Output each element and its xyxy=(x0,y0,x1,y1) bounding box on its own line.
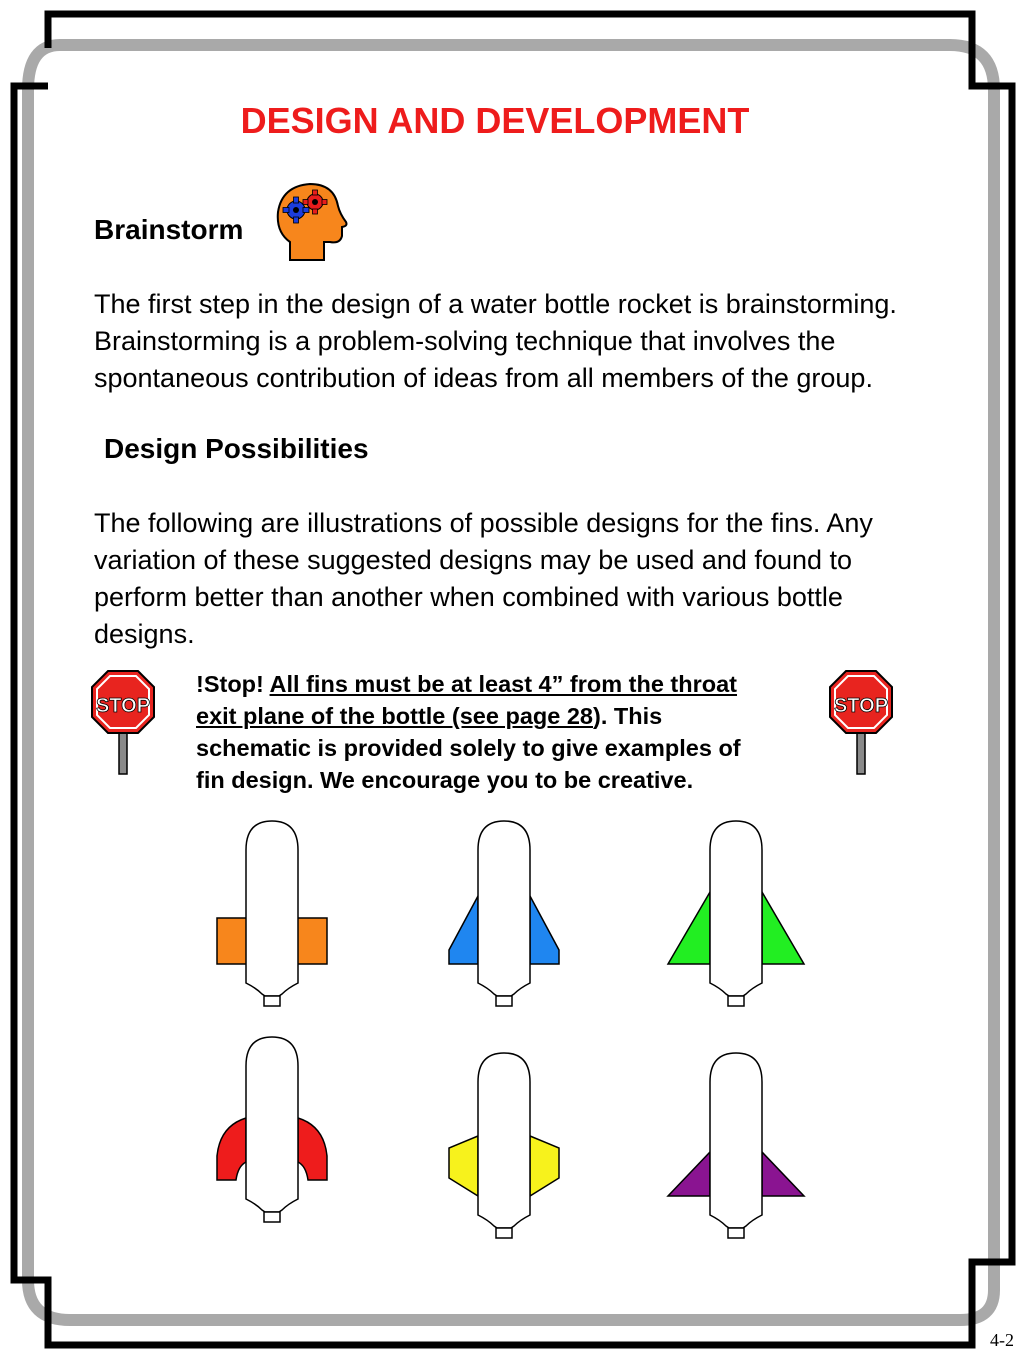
design-line: designs. xyxy=(94,619,195,649)
warning-prefix: !Stop! xyxy=(196,671,264,697)
stop-sign-text: STOP xyxy=(833,695,889,717)
brainstorm-line: The first step in the design of a water bottle rocket is brainstorming. xyxy=(94,289,897,319)
page-title: DESIGN AND DEVELOPMENT xyxy=(240,100,750,141)
design-line: The following are illustrations of possible designs for the fins. Any xyxy=(94,508,873,538)
fin-design-hexagonal xyxy=(444,1050,564,1245)
fin-design-triangle xyxy=(664,1050,809,1245)
warning-underlined: exit plane of the bottle (see page 28 xyxy=(196,703,593,729)
warning-underlined: All fins must be at least 4” from the throat xyxy=(269,671,738,697)
stop-warning xyxy=(196,668,816,796)
warning-text: fin design. We encourage you to be creative. xyxy=(196,767,694,793)
fin-design-rectangular xyxy=(212,818,332,1013)
stop-sign-icon xyxy=(826,668,896,778)
head-with-gears-icon xyxy=(272,180,352,262)
design-line: variation of these suggested designs may be used and found to xyxy=(94,545,853,575)
warning-text: schematic is provided solely to give examples of xyxy=(196,735,741,761)
fin-design-swept-triangle xyxy=(664,818,809,1013)
brainstorm-line: spontaneous contribution of ideas from all members of the group. xyxy=(94,363,873,393)
fin-design-swept-trapezoid xyxy=(444,818,564,1013)
design-line: perform better than another when combined with various bottle xyxy=(94,582,843,612)
fin-design-curved xyxy=(212,1034,332,1229)
design-paragraph xyxy=(94,505,1004,653)
brainstorm-heading: Brainstorm xyxy=(94,214,244,245)
warning-text: ). This xyxy=(593,703,663,729)
brainstorm-line: Brainstorming is a problem-solving technique that involves the xyxy=(94,326,836,356)
stop-sign-icon xyxy=(88,668,158,778)
design-possibilities-heading: Design Possibilities xyxy=(104,433,369,464)
page-number: 4-2 xyxy=(990,1330,1014,1350)
brainstorm-paragraph xyxy=(94,286,1004,397)
stop-sign-text: STOP xyxy=(95,695,151,717)
